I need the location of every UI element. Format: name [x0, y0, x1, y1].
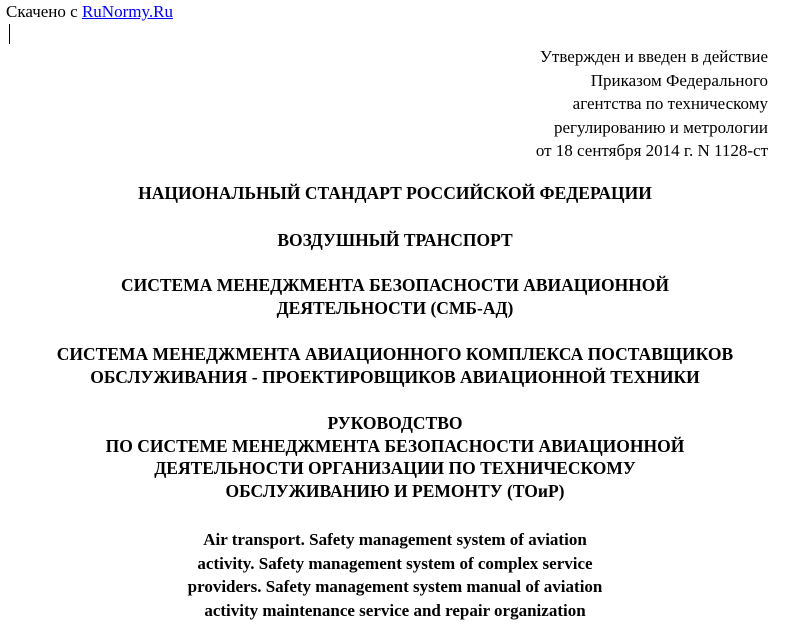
- text-cursor: [9, 24, 10, 44]
- english-title-line: Air transport. Safety management system of aviation: [203, 530, 587, 549]
- heading-line: ОБСЛУЖИВАНИЮ И РЕМОНТУ (ТОиР): [225, 480, 565, 501]
- approval-line: Утвержден и введен в действие: [539, 47, 768, 66]
- heading-line: ПО СИСТЕМЕ МЕНЕДЖМЕНТА БЕЗОПАСНОСТИ АВИАЦИОННОЙ: [105, 435, 685, 456]
- heading-line: СИСТЕМА МЕНЕДЖМЕНТА АВИАЦИОННОГО КОМПЛЕКСА ПОСТАВЩИКОВ: [56, 344, 734, 364]
- heading-line: РУКОВОДСТВО: [327, 413, 463, 433]
- english-title-line: providers. Safety management system manual of aviation: [187, 577, 603, 596]
- source-link[interactable]: RuNormy.Ru: [81, 2, 173, 21]
- approval-block: [448, 45, 768, 163]
- heading-line: ДЕЯТЕЛЬНОСТИ (СМБ-АД): [276, 297, 514, 318]
- heading-line: ОБСЛУЖИВАНИЯ - ПРОЕКТИРОВЩИКОВ АВИАЦИОННОЙ ТЕХНИКИ: [90, 366, 700, 387]
- approval-line: регулированию и метрологии: [553, 117, 768, 137]
- manual-heading: [0, 412, 790, 502]
- approval-line: от 18 сентября 2014 г. N 1128-ст: [535, 141, 768, 160]
- national-standard-heading: [0, 182, 790, 205]
- source-prefix: Скачено с: [6, 2, 82, 21]
- heading-line: ВОЗДУШНЫЙ ТРАНСПОРТ: [277, 230, 513, 250]
- air-transport-heading: [0, 229, 790, 252]
- complex-heading: [0, 343, 790, 388]
- approval-line: Приказом Федерального: [590, 70, 768, 90]
- approval-line: агентства по техническому: [572, 94, 768, 113]
- english-title-line: activity. Safety management system of complex service: [197, 553, 593, 573]
- sms-heading: [0, 274, 790, 319]
- english-title-line: activity maintenance service and repair organization: [204, 600, 586, 620]
- heading-line: СИСТЕМА МЕНЕДЖМЕНТА БЕЗОПАСНОСТИ АВИАЦИОННОЙ: [120, 275, 670, 295]
- heading-line: НАЦИОНАЛЬНЫЙ СТАНДАРТ РОССИЙСКОЙ ФЕДЕРАЦИИ: [138, 183, 652, 203]
- english-title: [0, 528, 790, 622]
- heading-line: ДЕЯТЕЛЬНОСТИ ОРГАНИЗАЦИИ ПО ТЕХНИЧЕСКОМУ: [154, 458, 636, 478]
- source-line: [6, 2, 173, 22]
